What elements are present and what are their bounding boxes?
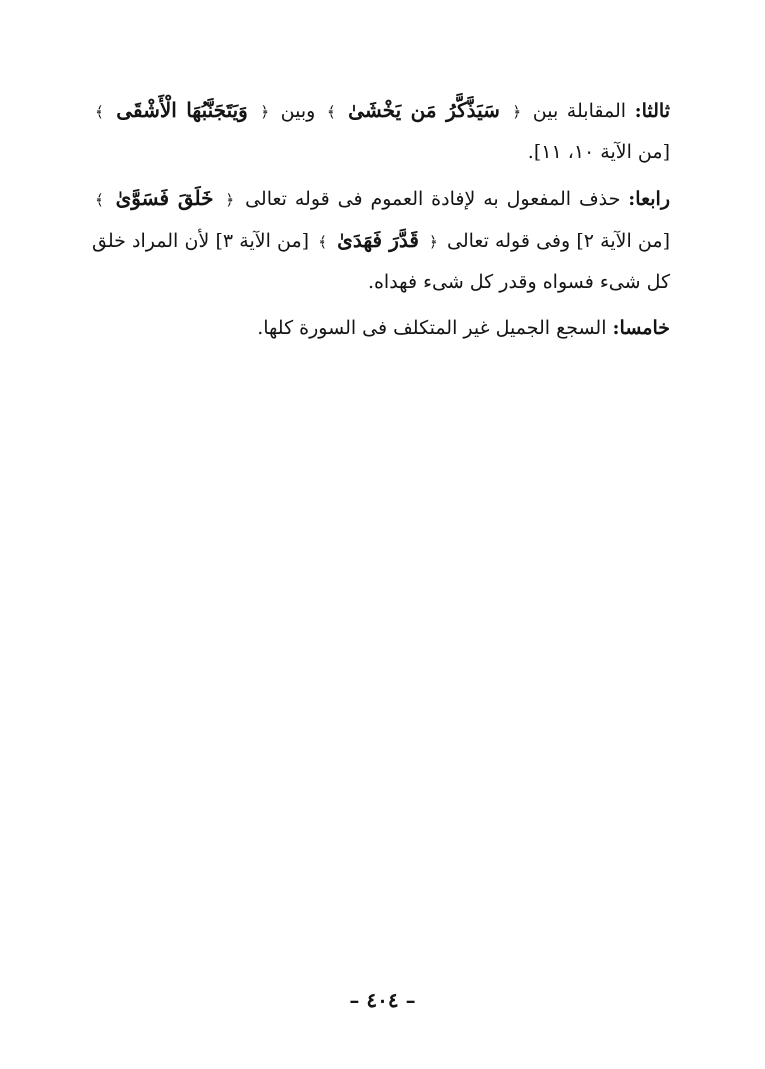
open-ornate-bracket: ﴿ [512,103,522,121]
close-ornate-bracket: ﴾ [318,233,328,251]
quran-verse: خَلَقَ فَسَوَّىٰ [106,186,223,210]
text-run: حذف المفعول به لإفادة العموم فى قوله تعالى [237,188,629,210]
text-run: [من الآية ١٠، ١١]. [527,141,670,163]
open-ornate-bracket: ﴿ [225,191,235,209]
close-ornate-bracket: ﴾ [95,191,104,209]
body-text [92,90,670,354]
close-ornate-bracket: ﴾ [326,103,336,121]
quran-verse: قَدَّرَ فَهَدَىٰ [330,228,427,252]
page-number: – ٤٠٤ – [349,988,416,1012]
text-run: المقابلة بين [524,100,635,122]
text-run: [من الآية ٣] لأن المراد خلق كل شىء فسواه وقدر كل شىء فهداه. [92,230,670,293]
open-ornate-bracket: ﴿ [429,233,438,251]
paragraph-lead: ثالثا: [634,100,670,122]
close-ornate-bracket: ﴾ [95,103,104,121]
paragraph-third [92,90,670,172]
paragraph-fifth [92,308,670,348]
open-ornate-bracket: ﴿ [260,103,270,121]
quran-verse: وَيَتَجَنَّبُهَا الْأَشْقَى [106,98,258,122]
text-run: السجع الجميل غير المتكلف فى السورة كلها. [257,317,613,339]
paragraph-fourth [92,178,670,302]
paragraph-lead: رابعا: [628,188,670,210]
text-run: وبين [272,100,324,122]
paragraph-lead: خامسا: [612,317,670,339]
text-run: [من الآية ٢] وفى قوله تعالى [440,230,670,252]
quran-verse: سَيَذَّكَّرُ مَن يَخْشَىٰ [338,98,510,122]
